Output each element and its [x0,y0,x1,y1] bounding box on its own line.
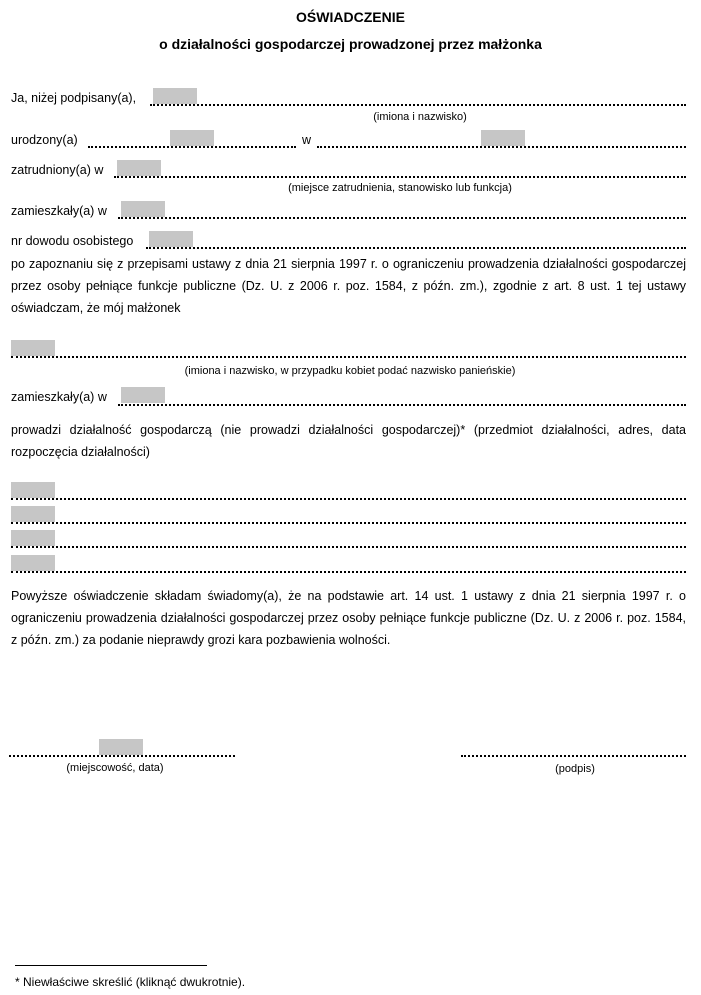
activity-field-4[interactable] [11,555,55,571]
birth-date-line [88,146,296,148]
document-subtitle: o działalności gospodarczej prowadzonej przez małżonka [159,36,542,52]
place-date-field[interactable] [99,739,143,755]
spouse-name-caption: (imiona i nazwisko, w przypadku kobiet podać nazwisko panieńskie) [184,365,516,377]
residence-label: zamieszkały(a) w [11,204,107,218]
declarant-name-field[interactable] [153,88,197,104]
activity-line-1 [11,498,686,500]
employment-line [114,176,686,178]
activity-field-1[interactable] [11,482,55,498]
place-date-line [9,755,235,757]
declarant-line [150,104,686,106]
activity-line-3 [11,546,686,548]
footnote-separator [15,965,207,966]
footnote: * Niewłaściwe skreślić (kliknąć dwukrotnie). [15,975,246,989]
residence-line [118,217,686,219]
liability-paragraph: Powyższe oświadczenie składam świadomy(a), że na podstawie art. 14 ust. 1 ustawy z dnia 21 sierpnia 1997 r. o ograniczeniu prowadzenia działalności gospodarczej przez osoby pełniące funkcje publiczne (Dz. U. z 2006 r. poz. 1584, z późn. zm.) za podanie nieprawdy grozi kara pozbawienia wolności. [11,589,686,647]
signature-line[interactable] [461,755,686,757]
id-number-field[interactable] [149,231,193,247]
spouse-residence-label: zamieszkały(a) w [11,390,107,404]
id-number-line [146,247,686,249]
activity-field-2[interactable] [11,506,55,522]
signature-caption: (podpis) [555,763,595,775]
place-date-caption: (miejscowość, data) [66,762,164,774]
born-label: urodzony(a) [11,133,78,147]
activity-field-3[interactable] [11,530,55,546]
birth-place-line [317,146,686,148]
employment-field[interactable] [117,160,161,176]
statement-paragraph: po zapoznaniu się z przepisami ustawy z dnia 21 sierpnia 1997 r. o ograniczeniu prowadzenia działalności gospodarczej przez osoby pełniące funkcje publiczne (Dz. U. z 2006 r. poz. 1584, z późn. zm.), zgodnie z art. 8 ust. 1 tej ustawy oświadczam, że mój małżonek [11,257,686,315]
employed-label: zatrudniony(a) w [11,163,104,177]
birth-date-field[interactable] [170,130,214,146]
activity-line-4 [11,571,686,573]
activity-line-2 [11,522,686,524]
birth-place-label: w [302,133,312,147]
spouse-residence-line [118,404,686,406]
spouse-residence-field[interactable] [121,387,165,403]
spouse-name-field[interactable] [11,340,55,356]
employment-caption: (miejsce zatrudnienia, stanowisko lub funkcja) [288,182,512,194]
declarant-name-caption: (imiona i nazwisko) [373,111,467,123]
residence-field[interactable] [121,201,165,217]
declarant-label: Ja, niżej podpisany(a), [11,91,137,105]
spouse-name-line [11,356,686,358]
id-number-label: nr dowodu osobistego [11,234,134,248]
birth-place-field[interactable] [481,130,525,146]
document-title: OŚWIADCZENIE [296,9,405,25]
business-activity-paragraph: prowadzi działalność gospodarczą (nie prowadzi działalności gospodarczej)* (przedmiot działalności, adres, data rozpoczęcia działalności) [11,423,686,459]
